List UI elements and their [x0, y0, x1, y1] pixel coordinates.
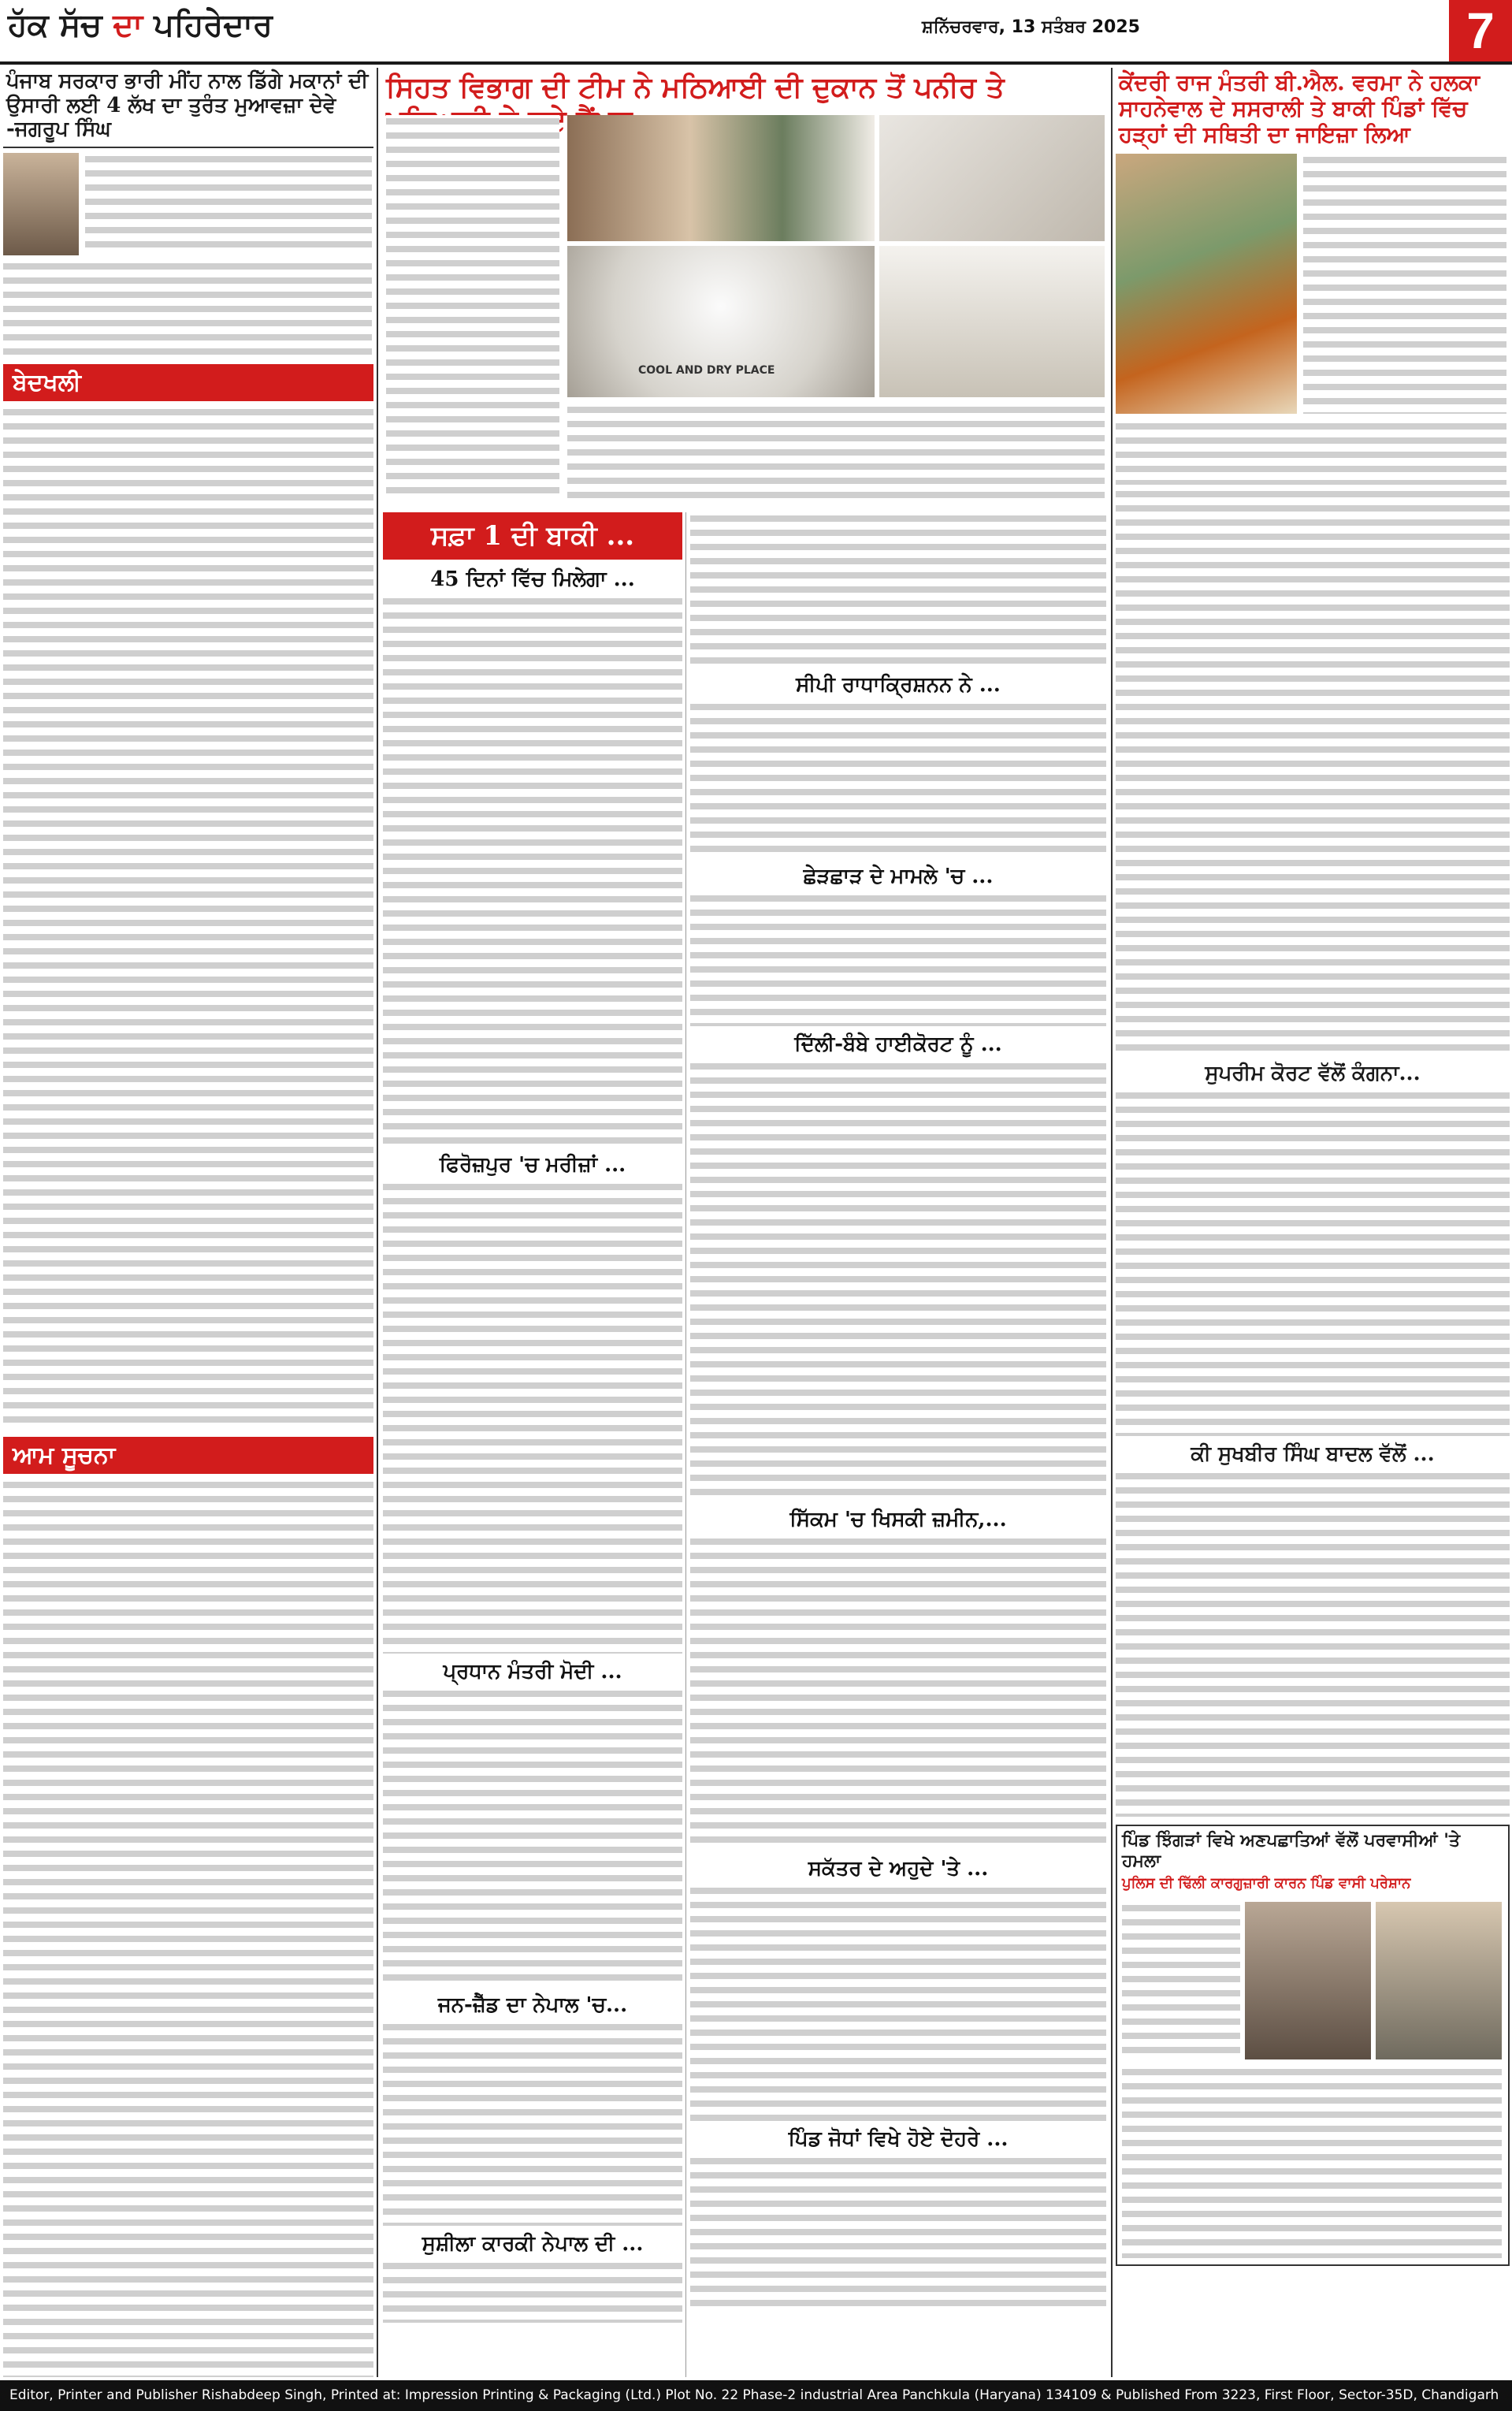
subhead-sikkim-landslide: ਸਿੱਕਮ 'ਚ ਖਿਸਕੀ ਜ਼ਮੀਨ,... [789, 1508, 1007, 1531]
subhead-supreme-court: ਸੁਪਰੀਮ ਕੋਰਟ ਵੱਲੋਂ ਕੰਗਨਾ... [1205, 1062, 1421, 1086]
imprint-footer: Editor, Printer and Publisher Rishabdeep Singh, Printed at: Impression Printing & Packaging (Ltd.) Plot No. 22 Phase-2 industrial Area Panchkula (Haryana) 134109 & Published From 3223, First Floor, Sector-35D, Chandigarh [0, 2380, 1512, 2411]
subhead-ferozepur: ਫਿਰੋਜ਼ਪੁਰ 'ਚ ਮਰੀਜ਼ਾਂ ... [439, 1153, 626, 1177]
article-body-text [690, 892, 1106, 1026]
article-body-text [386, 115, 559, 501]
column-divider [377, 68, 378, 2377]
center-column [690, 512, 1106, 2377]
notices-list [3, 406, 373, 1431]
article-body-text [1303, 154, 1506, 414]
subhead-sukhbir-badal: ਕੀ ਸੁਖਬੀਰ ਸਿੰਘ ਬਾਦਲ ਵੱਲੋਂ ... [1191, 1442, 1435, 1467]
article-body-text [3, 260, 372, 358]
attack-headline: ਪਿੰਡ ਝਿੰਗੜਾਂ ਵਿਖੇ ਅਣਪਛਾਤਿਆਂ ਵੱਲੋਂ ਪਰਵਾਸੀਆਂ 'ਤੇ ਹਮਲਾ [1122, 1830, 1461, 1872]
sweets-sample-photo [879, 246, 1105, 397]
article-body-text [1116, 488, 1510, 1055]
article-body-text [85, 153, 372, 255]
left-column [3, 68, 373, 2377]
article-body-text [690, 1885, 1106, 2121]
continued-from-page1: ਸਫ਼ਾ 1 ਦੀ ਬਾਕੀ ... [383, 512, 682, 560]
article-body-text [1116, 420, 1506, 485]
article-body-text [383, 1687, 682, 1987]
section-aam-suchna: ਆਮ ਸੂਚਨਾ [3, 1437, 373, 1474]
column-divider [685, 512, 686, 2377]
section-bedakhli: ਬੇਦਖਲੀ [3, 364, 373, 401]
paneer-sample-photo [879, 115, 1105, 241]
right-headline: ਕੇਂਦਰੀ ਰਾਜ ਮੰਤਰੀ ਬੀ.ਐਲ. ਵਰਮਾ ਨੇ ਹਲਕਾ ਸਾਹਨੇਵਾਲ ਦੇ ਸਸਰਾਲੀ ਤੇ ਬਾਕੀ ਪਿੰਡਾਂ ਵਿੱਚ ਹੜ੍ਹਾਂ ਦੀ ਸਥਿਤੀ ਦਾ ਜਾਇਜ਼ਾ ਲਿਆ [1119, 69, 1480, 148]
article-body-text [690, 2155, 1106, 2312]
victim-photo [1376, 1902, 1502, 2059]
subhead-secretary-post: ਸਕੱਤਰ ਦੇ ਅਹੁਦੇ 'ਤੇ ... [808, 1857, 989, 1881]
newspaper-title [8, 6, 273, 43]
title-part-3: ਪਹਿਰੇਦਾਰ [154, 6, 273, 43]
article-body-text [1116, 1089, 1510, 1436]
article-body-text [690, 701, 1106, 858]
attack-story-box [1116, 1825, 1510, 2266]
masthead [0, 0, 1512, 65]
subhead-jodhan-village: ਪਿੰਡ ਜੋਧਾਂ ਵਿਖੇ ਹੋਏ ਦੋਹਰੇ ... [788, 2127, 1009, 2151]
article-body-text [383, 2021, 682, 2226]
article-body-text [1116, 1470, 1510, 1817]
issue-date: ਸ਼ਨਿੱਚਰਵਾਰ, 13 ਸਤੰਬਰ 2025 [922, 17, 1140, 37]
title-part-2: ਦਾ [113, 6, 154, 43]
inspection-team-photo [567, 115, 875, 241]
article-body-text [1122, 1902, 1240, 2059]
article-body-text [567, 404, 1105, 501]
article-body-text [383, 1181, 682, 1654]
person-photo [3, 153, 79, 255]
column-divider [1111, 68, 1113, 2377]
article-body-text [690, 1060, 1106, 1501]
subhead-45-days: 45 ਦਿਨਾਂ ਵਿੱਚ ਮਿਲੇਗਾ ... [430, 567, 635, 591]
subhead-high-court: ਦਿੱਲੀ-ਬੰਬੇ ਹਾਈਕੋਰਟ ਨੂੰ ... [794, 1032, 1002, 1056]
victim-photo [1245, 1902, 1371, 2059]
page-number: 7 [1449, 0, 1512, 61]
subhead-sushila-karki: ਸੁਸ਼ੀਲਾ ਕਾਰਕੀ ਨੇਪਾਲ ਦੀ ... [422, 2232, 644, 2256]
subhead-pm-modi: ਪ੍ਰਧਾਨ ਮੰਤਰੀ ਮੋਦੀ ... [443, 1660, 622, 1684]
article-body-text [1122, 2066, 1502, 2258]
article-body-text [690, 1535, 1106, 1851]
left-headline: ਪੰਜਾਬ ਸਰਕਾਰ ਭਾਰੀ ਮੀਂਹ ਨਾਲ ਡਿੱਗੇ ਮਕਾਨਾਂ ਦੀ ਉਸਾਰੀ ਲਈ 4 ਲੱਖ ਦਾ ਤੁਰੰਤ ਮੁਆਵਜ਼ਾ ਦੇਵੇ -ਜਗਰੂਪ ਸਿੰਘ [3, 68, 373, 148]
general-notices-list [3, 1479, 373, 2377]
subhead-radhakrishnan: ਸੀਪੀ ਰਾਧਾਕ੍ਰਿਸ਼ਨਨ ਨੇ ... [796, 673, 1001, 697]
bag-label: COOL AND DRY PLACE [638, 364, 775, 377]
subhead-harassment-case: ਛੇੜਛਾੜ ਦੇ ਮਾਮਲੇ 'ਚ ... [803, 865, 994, 888]
sample-bag-photo [567, 246, 875, 397]
right-column [1116, 68, 1510, 2377]
main-headline: ਸਿਹਤ ਵਿਭਾਗ ਦੀ ਟੀਮ ਨੇ ਮਠਿਆਈ ਦੀ ਦੁਕਾਨ ਤੋਂ ਪਨੀਰ ਤੇ [386, 71, 1005, 104]
article-body-text [383, 2260, 682, 2323]
subhead-gen-z-nepal: ਜਨ-ਜ਼ੈੱਡ ਦਾ ਨੇਪਾਲ 'ਚ... [437, 1993, 628, 2017]
health-story [383, 68, 1108, 509]
title-part-1: ਹੱਕ ਸੱਚ [8, 6, 113, 43]
continued-stories-column [383, 512, 682, 2377]
article-body-text [690, 512, 1106, 667]
attack-subheadline: ਪੁਲਿਸ ਦੀ ਢਿੱਲੀ ਕਾਰਗੁਜ਼ਾਰੀ ਕਾਰਨ ਪਿੰਡ ਵਾਸੀ ਪਰੇਸ਼ਾਨ [1122, 1875, 1411, 1892]
article-body-text [383, 595, 682, 1147]
minister-visit-photo [1116, 154, 1297, 414]
